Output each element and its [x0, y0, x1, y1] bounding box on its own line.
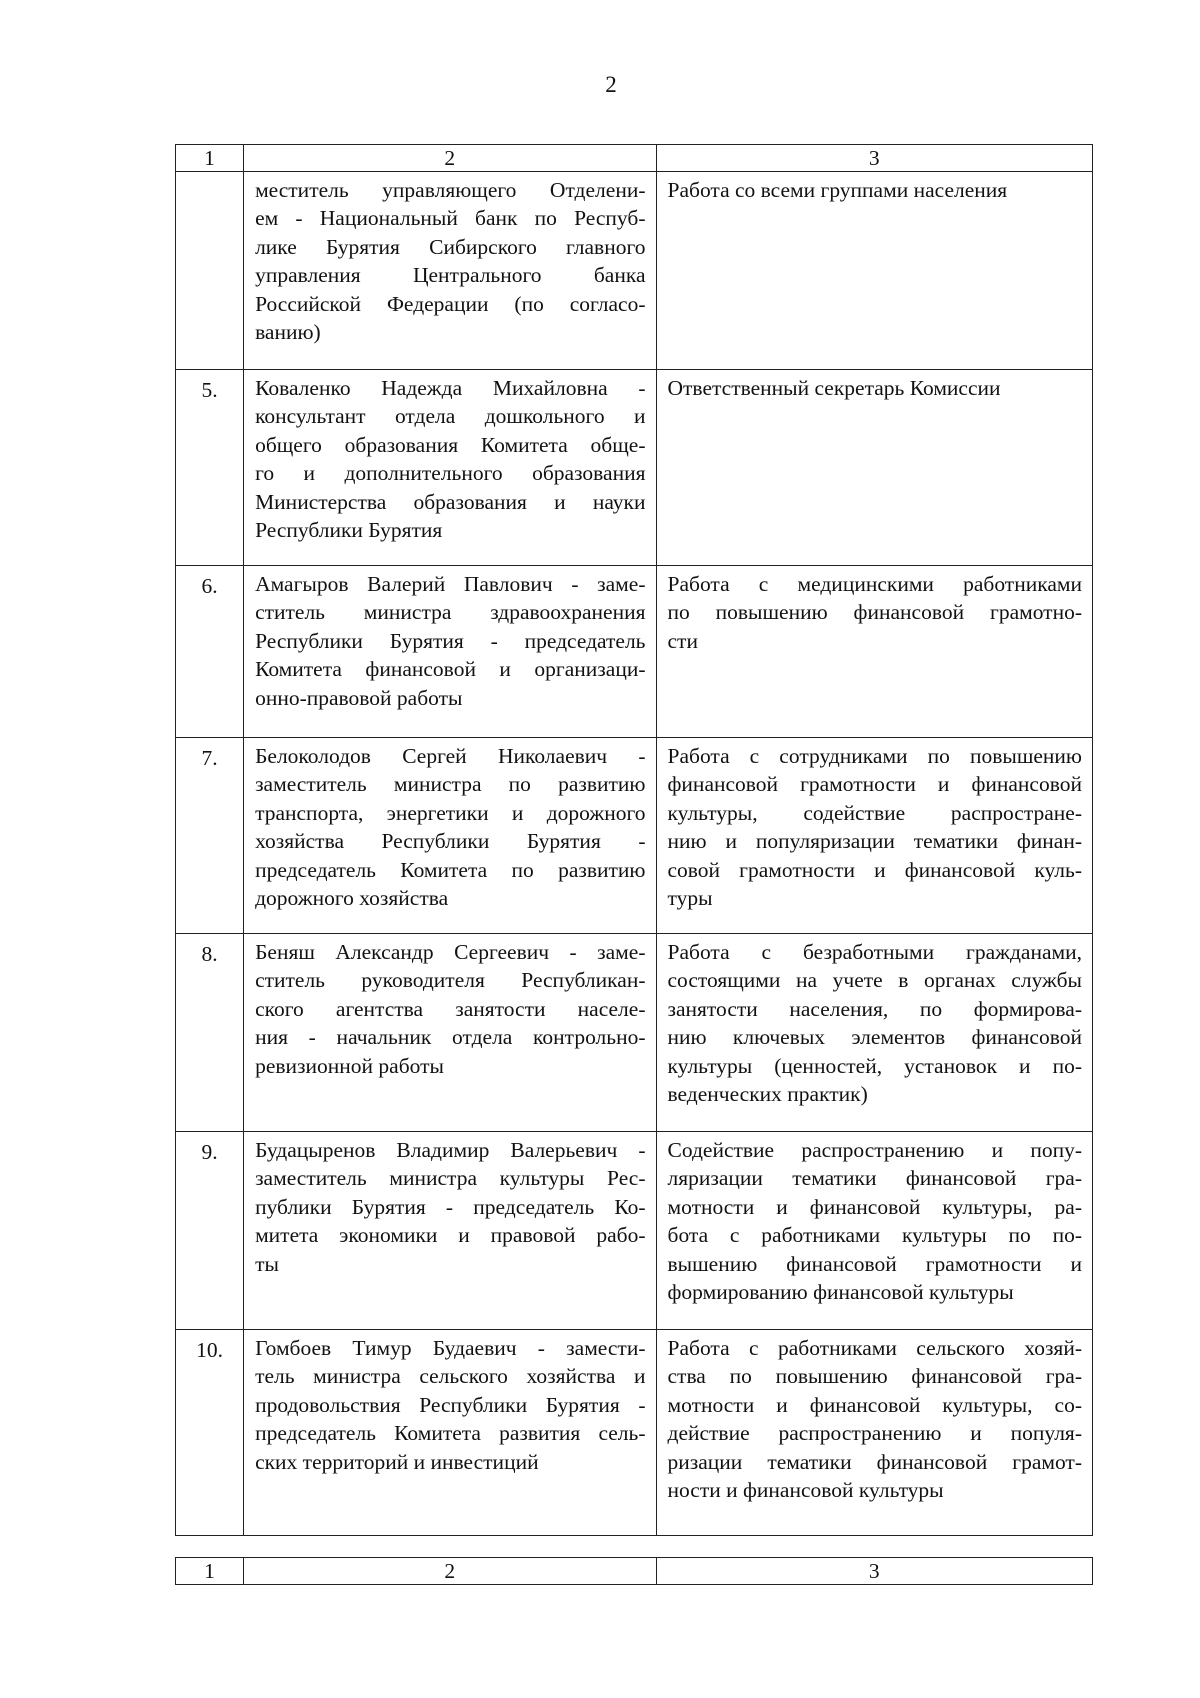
text-line: го и дополнительного образования: [255, 461, 646, 486]
text-line: веденческих практик): [667, 1082, 868, 1107]
text-line: ститель министра здравоохранения: [255, 600, 646, 625]
text-line: дорожного хозяйства: [255, 886, 449, 911]
text-line: состоящими на учете в органах службы: [667, 968, 1082, 993]
text-line: Работа с сотрудниками по повышению: [667, 744, 1082, 768]
text-line: ства по повышению финансовой гра-: [667, 1364, 1082, 1389]
text-line: председатель Комитета по развитию: [255, 857, 646, 882]
text-line: ляризации тематики финансовой гра-: [667, 1166, 1082, 1191]
text-line: ститель руководителя Республикан-: [255, 968, 646, 993]
text-line: Работа с работниками сельского хозяй-: [667, 1336, 1082, 1360]
text-line: публики Бурятия - председатель Ко-: [255, 1194, 646, 1219]
row-number: 10.: [176, 1330, 244, 1536]
member-cell: [244, 738, 656, 934]
continuation-table-header: [175, 1557, 1093, 1585]
duties-cell: [656, 738, 1093, 934]
text-line: Беняш Александр Сергеевич - заме-: [255, 940, 646, 964]
text-line: действие распространению и популя-: [667, 1421, 1082, 1446]
header-col-3: 3: [656, 1558, 1093, 1585]
text-line: ризации тематики финансовой грамот-: [667, 1449, 1082, 1474]
text-line: меститель управляющего Отделени-: [255, 178, 646, 202]
text-line: транспорта, энергетики и дорожного: [255, 800, 646, 825]
text-line: ния - начальник отдела контрольно-: [255, 1025, 646, 1050]
row-number: 7.: [176, 738, 244, 934]
table-row: [176, 738, 1093, 934]
duties-cell: [656, 566, 1093, 738]
text-line: нию ключевых элементов финансовой: [667, 1025, 1082, 1050]
text-line: бота с работниками культуры по по-: [667, 1223, 1082, 1248]
duties-cell: [656, 1330, 1093, 1536]
text-line: формированию финансовой культуры: [667, 1280, 1014, 1305]
text-line: Работа с медицинскими работниками: [667, 572, 1082, 596]
text-line: Работа с безработными гражданами,: [667, 940, 1082, 964]
text-line: мотности и финансовой культуры, со-: [667, 1392, 1082, 1417]
row-number: 6.: [176, 566, 244, 738]
text-line: тель министра сельского хозяйства и: [255, 1364, 646, 1389]
row-number: [176, 172, 244, 370]
table-header-row: [176, 145, 1093, 172]
text-line: ем - Национальный банк по Респуб-: [255, 206, 646, 231]
text-line: управления Центрального банка: [255, 263, 646, 288]
text-line: продовольствия Республики Бурятия -: [255, 1392, 646, 1417]
member-cell: [244, 566, 656, 738]
duties-cell: [656, 1132, 1093, 1330]
table-row: [176, 566, 1093, 738]
table-row: [176, 172, 1093, 370]
text-line: Республики Бурятия: [255, 518, 443, 543]
text-line: Республики Бурятия - председатель: [255, 628, 646, 653]
members-table: [175, 144, 1093, 1536]
text-line: ности и финансовой культуры: [667, 1478, 944, 1503]
text-line: Белоколодов Сергей Николаевич -: [255, 744, 646, 768]
text-line: Министерства образования и науки: [255, 489, 646, 514]
text-line: Работа со всеми группами населения: [667, 178, 1008, 202]
header-col-2: 2: [244, 1558, 656, 1585]
text-line: заместитель министра культуры Рес-: [255, 1166, 646, 1191]
text-line: совой грамотности и финансовой куль-: [667, 857, 1082, 882]
table-row: [176, 1132, 1093, 1330]
text-line: финансовой грамотности и финансовой: [667, 772, 1082, 797]
text-line: ванию): [255, 320, 321, 345]
text-line: Российской Федерации (по согласо-: [255, 291, 646, 316]
text-line: нию и популяризации тематики финан-: [667, 829, 1082, 854]
text-line: Гомбоев Тимур Будаевич - замести-: [255, 1336, 646, 1360]
text-line: хозяйства Республики Бурятия -: [255, 829, 646, 854]
text-line: общего образования Комитета обще-: [255, 432, 646, 457]
text-line: ского агентства занятости населе-: [255, 996, 646, 1021]
page-number: 2: [605, 72, 617, 97]
member-cell: [244, 1132, 656, 1330]
header-col-3: 3: [656, 145, 1093, 172]
text-line: ревизионной работы: [255, 1053, 444, 1078]
text-line: Комитета финансовой и организаци-: [255, 657, 646, 682]
text-line: Амагыров Валерий Павлович - заме-: [255, 572, 646, 596]
text-line: мотности и финансовой культуры, ра-: [667, 1194, 1082, 1219]
text-line: сти: [667, 628, 698, 653]
text-line: онно-правовой работы: [255, 685, 463, 710]
text-line: культуры (ценностей, установок и по-: [667, 1053, 1082, 1078]
text-line: ских территорий и инвестиций: [255, 1449, 539, 1474]
text-line: Ответственный секретарь Комиссии: [667, 376, 1001, 400]
member-cell: [244, 934, 656, 1132]
duties-cell: [656, 172, 1093, 370]
text-line: Коваленко Надежда Михайловна -: [255, 376, 646, 400]
text-line: заместитель министра по развитию: [255, 772, 646, 797]
duties-cell: [656, 934, 1093, 1132]
text-line: туры: [667, 886, 713, 911]
header-col-2: 2: [244, 145, 656, 172]
text-line: вышению финансовой грамотности и: [667, 1251, 1082, 1276]
table-header-row: [176, 1558, 1093, 1585]
text-line: занятости населения, по формирова-: [667, 996, 1082, 1021]
header-col-1: 1: [176, 1558, 244, 1585]
text-line: по повышению финансовой грамотно-: [667, 600, 1082, 625]
row-number: 8.: [176, 934, 244, 1132]
row-number: 9.: [176, 1132, 244, 1330]
text-line: консультант отдела дошкольного и: [255, 404, 646, 429]
member-cell: [244, 1330, 656, 1536]
text-line: митета экономики и правовой рабо-: [255, 1223, 646, 1248]
text-line: Содействие распространению и попу-: [667, 1138, 1082, 1162]
header-col-1: 1: [176, 145, 244, 172]
row-number: 5.: [176, 370, 244, 566]
text-line: лике Бурятия Сибирского главного: [255, 234, 646, 259]
member-cell: [244, 370, 656, 566]
member-cell: [244, 172, 656, 370]
text-line: культуры, содействие распростране-: [667, 800, 1082, 825]
text-line: председатель Комитета развития сель-: [255, 1421, 646, 1446]
duties-cell: [656, 370, 1093, 566]
table-row: [176, 370, 1093, 566]
table-row: [176, 1330, 1093, 1536]
table-row: [176, 934, 1093, 1132]
text-line: Будацыренов Владимир Валерьевич -: [255, 1138, 646, 1162]
text-line: ты: [255, 1251, 279, 1276]
